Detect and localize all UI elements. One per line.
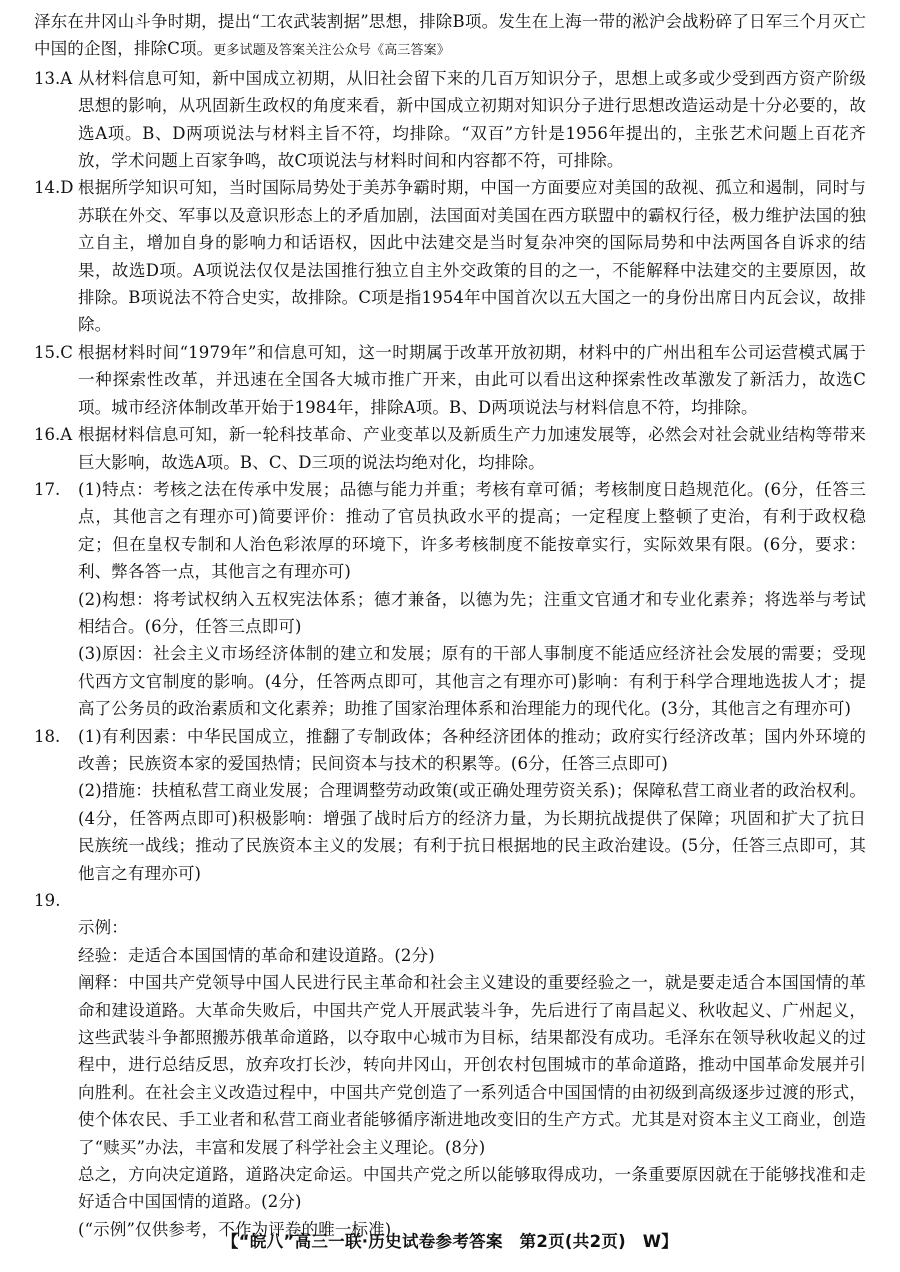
item-number: 19.	[34, 891, 61, 910]
item-number: 16.A	[34, 425, 73, 445]
item-explanation	[78, 723, 866, 887]
answer-item-13	[34, 65, 866, 175]
item-explanation: 根据所学知识可知，当时国际局势处于美苏争霸时期，中国一方面要应对美国的敌视、孤立和遏制，同时与苏联在外交、军事以及意识形态上的矛盾加剧，法国面对美国在西方联盟中的霸权行径，极力维护法国的独立自主，增加自身的影响力和话语权，因此中法建交是当时复杂冲突的国际局势和中法两国各自诉求的结果，故选D项。A项说法仅仅是法国推行独立自主外交政策的目的之一，不能解释中法建交的主要原因，故排除。B项说法不符合史实，故排除。C项是指1954年中国首次以五大国之一的身份出席日内瓦会议，故排除。	[78, 178, 866, 335]
item-number: 13.A	[34, 68, 73, 88]
answer-item-14	[34, 174, 866, 338]
answer-item-15	[34, 339, 866, 421]
promo-text: 更多试题及答案关注公众号《高三答案》	[213, 43, 450, 59]
reference-note: (“示例”仅供参考，不作为评卷的唯一标准)	[78, 1219, 392, 1239]
item-explanation	[34, 914, 866, 1243]
intro-text: 泽东在井冈山斗争时期，提出“工农武装割据”思想，排除B项。发生在上海一带的淞沪会战粉碎了日军三个月灭亡中国的企图，排除C项。	[34, 12, 866, 59]
explanation-text: 阐释：中国共产党领导中国人民进行民主革命和社会主义建设的重要经验之一，就是要走适合本国国情的革命和建设道路。大革命失败后，中国共产党人开展武装斗争，先后进行了南昌起义、秋收起义、广州起义，这些武装斗争都照搬苏俄革命道路，以夺取中心城市为目标，结果都没有成功。毛泽东在领导秋收起义的过程中，进行总结反思，放弃攻打长沙，转向井冈山，开创农村包围城市的革命道路，推动中国革命发展并引向胜利。在社会主义改造过程中，中国共产党创造了一系列适合中国国情的由初级到高级逐步过渡的形式，使个体农民、手工业者和私营工商业者能够循序渐进地改变旧的生产方式。尤其是对资本主义工商业，创造了“赎买”办法，丰富和发展了科学社会主义理论。(8分)	[78, 973, 866, 1157]
item-number: 15.C	[34, 342, 73, 362]
sub-answer-1: (1)有利因素：中华民国成立，推翻了专制政体；各种经济团体的推动；政府实行经济改革；国内外环境的改善；民族资本家的爱国热情；民间资本与技术的积累等。(6分，任答三点即可)	[78, 726, 866, 773]
experience-text: 经验：走适合本国国情的革命和建设道路。(2分)	[78, 945, 435, 965]
conclusion-text: 总之，方向决定道路，道路决定命运。中国共产党之所以能够取得成功，一条重要原因就在于能够找准和走好适合中国国情的道路。(2分)	[78, 1165, 866, 1212]
item-explanation: 从材料信息可知，新中国成立初期，从旧社会留下来的几百万知识分子，思想上或多或少受到西方资产阶级思想的影响，从巩固新生政权的角度来看，新中国成立初期对知识分子进行思想改造运动是十分必要的，故选A项。B、D两项说法与材料主旨不符，均排除。“双百”方针是1956年提出的，主张艺术问题上百花齐放，学术问题上百家争鸣，故C项说法与材料时间和内容都不符，可排除。	[78, 68, 866, 171]
item-number: 17.	[34, 479, 61, 499]
item-number: 14.D	[34, 178, 74, 198]
item-number: 18.	[34, 726, 61, 746]
example-heading: 示例：	[78, 918, 128, 938]
page-footer: 【“皖八”高三一联·历史试卷参考答案 第2页(共2页) W】	[221, 1232, 679, 1251]
answer-item-18	[34, 723, 866, 887]
item-explanation: 根据材料时间“1979年”和信息可知，这一时期属于改革开放初期，材料中的广州出租车公司运营模式属于一种探索性改革，并迅速在全国各大城市推广开来，由此可以看出这种探索性改革激发了新活力，故选C项。城市经济体制改革开始于1984年，排除A项。B、D两项说法与材料信息不符，均排除。	[78, 342, 866, 417]
sub-answer-1: (1)特点：考核之法在传承中发展；品德与能力并重；考核有章可循；考核制度日趋规范化。(6分，任答三点，其他言之有理亦可)简要评价：推动了官员执政水平的提高；一定程度上整顿了吏治，有利于政权稳定；但在皇权专制和人治色彩浓厚的环境下，许多考核制度不能按章实行，实际效果有限。(6分，要求：利、弊各答一点，其他言之有理亦可)	[78, 479, 866, 582]
answer-item-16	[34, 421, 866, 476]
item-explanation	[78, 476, 866, 723]
sub-answer-3: (3)原因：社会主义市场经济体制的建立和发展；原有的干部人事制度不能适应经济社会发展的需要；受现代西方文官制度的影响。(4分，任答两点即可，其他言之有理亦可)影响：有利于科学合理地选拔人才；提高了公务员的政治素质和文化素养；助推了国家治理体系和治理能力的现代化。(3分，其他言之有理亦可)	[78, 644, 866, 719]
answer-item-19	[34, 887, 866, 1243]
sub-answer-2: (2)构想：将考试权纳入五权宪法体系；德才兼备，以德为先；注重文官通才和专业化素养；将选举与考试相结合。(6分，任答三点即可)	[78, 589, 866, 636]
item-explanation: 根据材料信息可知，新一轮科技革命、产业变革以及新质生产力加速发展等，必然会对社会就业结构等带来巨大影响，故选A项。B、C、D三项的说法均绝对化，均排除。	[78, 425, 866, 472]
intro-paragraph	[34, 8, 866, 65]
sub-answer-2: (2)措施：扶植私营工商业发展；合理调整劳动政策(或正确处理劳资关系)；保障私营工商业者的政治权利。(4分，任答两点即可)积极影响：增强了战时后方的经济力量，为长期抗战提供了保障；巩固和扩大了抗日民族统一战线；推动了民族资本主义的发展；有利于抗日根据地的民主政治建设。(5分，任答三点即可，其他言之有理亦可)	[78, 781, 866, 883]
answer-item-17	[34, 476, 866, 723]
